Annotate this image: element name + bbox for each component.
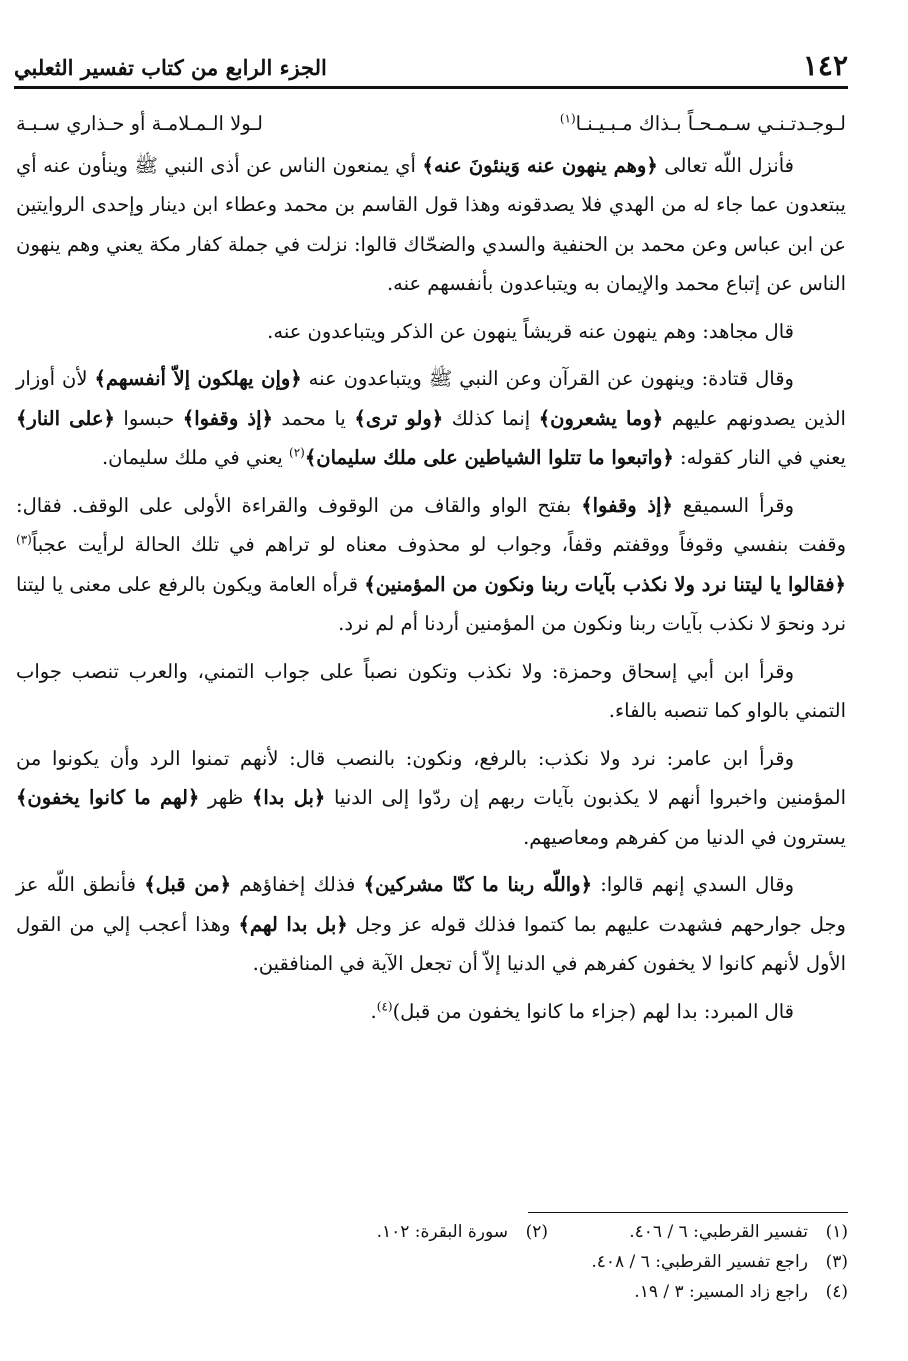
quran-quote: ﴿على النار﴾ — [16, 406, 115, 430]
paragraph: وقرأ ابن أبي إسحاق وحمزة: ولا نكذب وتكون نصباً على جواب التمني، والعرب تنصب جواب التمني بالواو كما تنصبه بالفاء. — [16, 659, 846, 722]
footnote: (٣)راجع تفسير القرطبي: ٦ / ٤٠٨. — [591, 1252, 848, 1272]
quran-quote: ﴿إذ وقفوا﴾ — [182, 406, 273, 430]
page-header — [14, 38, 848, 89]
paragraph: وقرأ ابن عامر: نرد ولا نكذب: بالرفع، ونكون: بالنصب قال: لأنهم تمنوا الرد وأن يكونوا من المؤمنين واخبروا أنهم لا يكذبون بآيات ربهم إن ردّوا إلى الدنيا ﴿بل بدا﴾ ظهر ﴿لهم ما كانوا يخفون﴾ يسترون في الدنيا من كفرهم ومعاصيهم. — [16, 746, 846, 849]
quran-quote: ﴿وإن يهلكون إلاّ أنفسهم﴾ — [94, 367, 302, 390]
footnote-divider — [528, 1212, 848, 1213]
quran-quote: ﴿ولو ترى﴾ — [354, 406, 444, 430]
paragraph: فأنزل اللّه تعالى ﴿وهم ينهون عنه وَينئونَ عنه﴾ أي يمنعون الناس عن أذى النبي ﷺ وينأون عنه أي يبتعدون عما جاء له من الهدي فلا يصدقونه وهذا قول القاسم بن محمد وعطاء ابن دينار وإحدى الروايتين عن ابن عباس وعن محمد بن الحنفية والسدي والضحّاك قالوا: نزلت في جملة كفار مكة يعني وهم ينهون الناس عن إتباع محمد والإيمان به ويتباعدون بأنفسهم عنه. — [16, 153, 846, 295]
quran-quote: ﴿فقالوا يا ليتنا نرد ولا نكذب بآيات ربنا ونكون من المؤمنين﴾ — [364, 572, 846, 596]
quran-quote: ﴿بل بدا﴾ — [251, 786, 326, 809]
footnote-ref: (٤) — [376, 999, 393, 1013]
quran-quote: ﴿واللّه ربنا ما كنّا مشركين﴾ — [363, 873, 593, 896]
quran-quote: ﴿واتبعوا ما تتلوا الشياطين على ملك سليمان﴾ — [304, 446, 674, 469]
quran-quote: ﴿وهم ينهون عنه وَينئونَ عنه﴾ — [422, 153, 658, 177]
paragraph: قال المبرد: بدا لهم (جزاء ما كانوا يخفون من قبل)$^{(٤)}$. — [370, 999, 794, 1023]
poetry-verse — [16, 104, 846, 144]
quran-quote: ﴿بل بدا لهم﴾ — [238, 912, 348, 936]
verse-first-hemistich: لـولا الـمـلامـة أو حـذاري سـبـة — [16, 112, 263, 135]
paragraph: وقرأ السميقع ﴿إذ وقفوا﴾ بفتح الواو والقاف من الوقوف والقراءة الأولى على الوقف. فقال: وقفت بنفسي وقوفاً ووقفتم وقفاً، وجواب لو محذوف معناه لو تراهم في تلك الحالة لرأيت عجباً$^{(٣)}$ ﴿فقالوا يا ليتنا نرد ولا نكذب بآيات ربنا ونكون من المؤمنين﴾ قرأه العامة ويكون بالرفع على معنى يا ليتنا نرد ونحوَ لا نكذب بآيات ربنا ونكون من المؤمنين أردنا أم لم نرد. — [16, 493, 846, 635]
footnote-ref: (٢) — [289, 445, 305, 460]
quran-quote: ﴿من قبل﴾ — [144, 873, 232, 896]
paragraph: قال مجاهد: وهم ينهون عنه قريشاً ينهون عن الذكر ويتباعدون عنه. — [267, 319, 794, 343]
quran-quote: ﴿إذ وقفوا﴾ — [581, 493, 673, 517]
quran-quote: ﴿وما يشعرون﴾ — [538, 406, 664, 430]
body-text — [16, 104, 846, 1039]
footnote: (٤)راجع زاد المسير: ٣ / ١٩. — [634, 1282, 848, 1302]
page-number: ١٤٢ — [802, 49, 848, 82]
footnote-ref: (٣) — [16, 532, 32, 547]
paragraph: وقال قتادة: وينهون عن القرآن وعن النبي ﷺ ويتباعدون عنه ﴿وإن يهلكون إلاّ أنفسهم﴾ لأن أوزار الذين يصدونهم عليهم ﴿وما يشعرون﴾ إنما كذلك ﴿ولو ترى﴾ يا محمد ﴿إذ وقفوا﴾ حبسوا ﴿على النار﴾ يعني في النار كقوله: ﴿واتبعوا ما تتلوا الشياطين على ملك سليمان﴾$^{(٢)}$ يعني في ملك سليمان. — [16, 367, 846, 469]
verse-second-hemistich: لـوجـدتـنـي سـمـحـاً بـذاك مـبـيـنـا$^{(١)}$ — [559, 111, 846, 135]
paragraph: وقال السدي إنهم قالوا: ﴿واللّه ربنا ما كنّا مشركين﴾ فذلك إخفاؤهم ﴿من قبل﴾ فأنطق اللّه عز وجل جوارحهم فشهدت عليهم بما كتموا فذلك قوله عز وجل ﴿بل بدا لهم﴾ وهذا أعجب إلي من القول الأول لأنهم كانوا لا يخفون كفرهم في الدنيا إلاّ أن تجعل الآية في المنافقين. — [16, 873, 846, 975]
footnote-ref: (١) — [559, 111, 576, 126]
footnote: (١)تفسير القرطبي: ٦ / ٤٠٦. — [629, 1222, 848, 1242]
running-title: الجزء الرابع من كتاب تفسير الثعلبي — [14, 55, 327, 80]
footnote: (٢)سورة البقرة: ١٠٢. — [376, 1222, 548, 1242]
quran-quote: ﴿لهم ما كانوا يخفون﴾ — [16, 786, 200, 809]
footnotes — [14, 1212, 848, 1307]
